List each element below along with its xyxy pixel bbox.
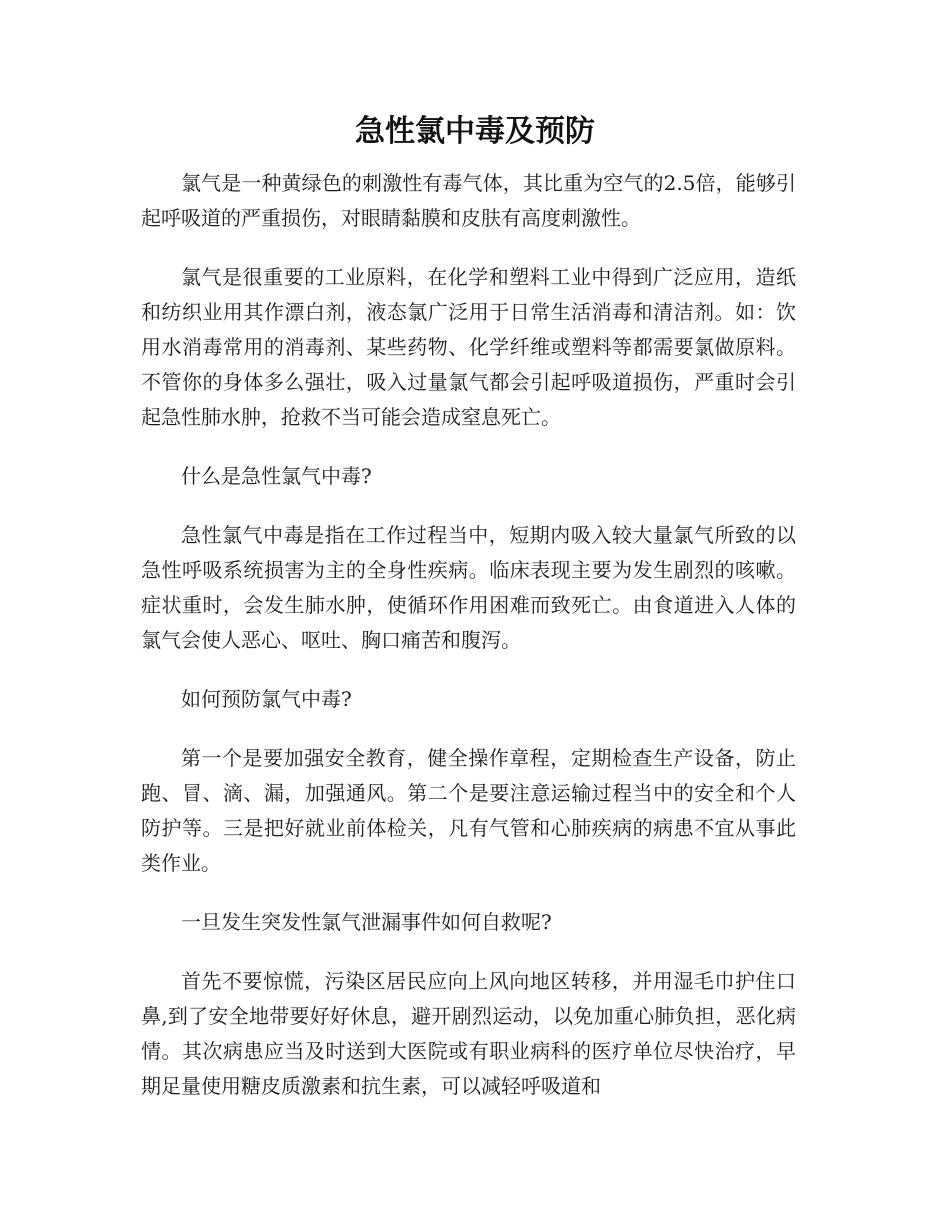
paragraph-definition: 急性氯气中毒是指在工作过程当中，短期内吸入较大量氯气所致的以急性呼吸系统损害为主的全身性疾病。临床表现主要为发生剧烈的咳嗽。症状重时，会发生肺水肿，使循环作用困难而致死亡。由食道进入人体的氯气会使人恶心、呕吐、胸口痛苦和腹泻。 [141,523,796,652]
paragraph-industrial-use: 氯气是很重要的工业原料，在化学和塑料工业中得到广泛应用，造纸和纺织业用其作漂白剂，液态氯广泛用于日常生活消毒和清洁剂。如：饮用水消毒常用的消毒剂、某些药物、化学纤维或塑料等都需要氯做原料。不管你的身体多么强壮，吸入过量氯气都会引起呼吸道损伤，严重时会引起急性肺水肿，抢救不当可能会造成窒息死亡。 [141,265,796,429]
document-body [141,166,796,1128]
paragraph-prevention: 第一个是要加强安全教育，健全操作章程，定期检查生产设备，防止跑、冒、滴、漏，加强通风。第二个是要注意运输过程当中的安全和个人防护等。三是把好就业前体检关，凡有气管和心肺疾病的病患不宜从事此类作业。 [141,746,796,875]
paragraph-intro: 氯气是一种黄绿色的刺激性有毒气体，其比重为空气的2.5倍，能够引起呼吸道的严重损伤，对眼睛黏膜和皮肤有高度刺激性。 [141,171,796,230]
question-how-to-prevent: 如何预防氯气中毒? [181,687,352,711]
paragraph-self-rescue: 首先不要惊慌，污染区居民应向上风向地区转移，并用湿毛巾护住口鼻,到了安全地带要好好休息，避开剧烈运动，以免加重心肺负担，恶化病情。其次病患应当及时送到大医院或有职业病科的医疗单位尽快治疗，早期足量使用糖皮质激素和抗生素，可以减轻呼吸道和 [141,969,796,1098]
question-what-is-poisoning: 什么是急性氯气中毒? [181,464,372,488]
document-title: 急性氯中毒及预防 [355,114,595,149]
question-self-rescue: 一旦发生突发性氯气泄漏事件如何自救呢? [181,910,552,934]
